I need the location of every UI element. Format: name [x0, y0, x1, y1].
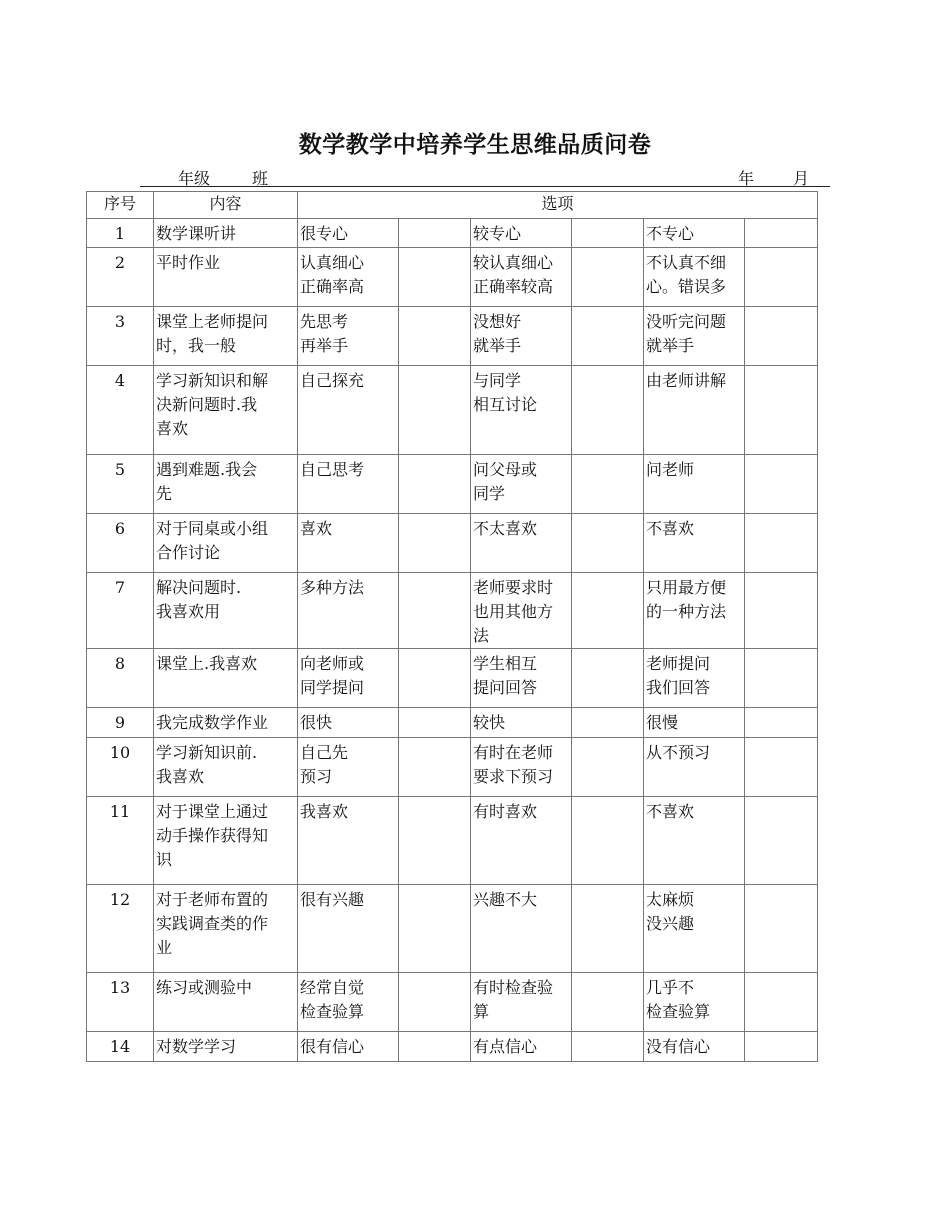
row-number: 8 [87, 649, 154, 708]
row-number: 12 [87, 885, 154, 973]
option-c: 不喜欢 [644, 514, 745, 573]
option-c-check[interactable] [745, 797, 818, 885]
option-b: 老师要求时 也用其他方 法 [471, 573, 572, 649]
option-b: 较快 [471, 708, 572, 738]
option-a-check[interactable] [399, 307, 471, 366]
header-rule [140, 186, 830, 187]
option-a: 我喜欢 [298, 797, 399, 885]
option-a-check[interactable] [399, 455, 471, 514]
option-c-check[interactable] [745, 248, 818, 307]
table-row [87, 219, 818, 248]
row-number: 7 [87, 573, 154, 649]
option-b: 不太喜欢 [471, 514, 572, 573]
question-content: 数学课听讲 [154, 219, 298, 248]
option-b: 兴趣不大 [471, 885, 572, 973]
table-row [87, 366, 818, 455]
option-b-check[interactable] [572, 248, 644, 307]
month-label: 月 [793, 169, 810, 188]
option-a-check[interactable] [399, 573, 471, 649]
option-b-check[interactable] [572, 514, 644, 573]
row-number: 4 [87, 366, 154, 455]
option-b: 问父母或 同学 [471, 455, 572, 514]
option-c: 不认真不细 心。错误多 [644, 248, 745, 307]
class-label: 班 [252, 169, 269, 188]
option-b-check[interactable] [572, 1032, 644, 1062]
option-a: 先思考 再举手 [298, 307, 399, 366]
option-a-check[interactable] [399, 514, 471, 573]
question-content: 课堂上.我喜欢 [154, 649, 298, 708]
option-a-check[interactable] [399, 708, 471, 738]
option-a: 很快 [298, 708, 399, 738]
option-c: 由老师讲解 [644, 366, 745, 455]
table-row [87, 973, 818, 1032]
option-c-check[interactable] [745, 366, 818, 455]
header-options: 选项 [298, 192, 818, 219]
option-b-check[interactable] [572, 973, 644, 1032]
option-c: 问老师 [644, 455, 745, 514]
option-c: 太麻烦 没兴趣 [644, 885, 745, 973]
table-row [87, 797, 818, 885]
option-b-check[interactable] [572, 455, 644, 514]
option-b: 较认真细心 正确率较高 [471, 248, 572, 307]
table-row [87, 307, 818, 366]
grade-label: 年级 [178, 169, 211, 188]
option-c: 只用最方便 的一种方法 [644, 573, 745, 649]
option-a-check[interactable] [399, 248, 471, 307]
questionnaire-table [86, 191, 818, 1062]
option-a: 自己探充 [298, 366, 399, 455]
table-row [87, 885, 818, 973]
option-a: 很有兴趣 [298, 885, 399, 973]
table-row [87, 455, 818, 514]
option-a-check[interactable] [399, 885, 471, 973]
option-c-check[interactable] [745, 219, 818, 248]
option-a-check[interactable] [399, 973, 471, 1032]
table-body [87, 219, 818, 1062]
option-c: 没听完问题 就举手 [644, 307, 745, 366]
row-number: 10 [87, 738, 154, 797]
question-content: 学习新知识前. 我喜欢 [154, 738, 298, 797]
row-number: 14 [87, 1032, 154, 1062]
option-b-check[interactable] [572, 219, 644, 248]
option-a: 喜欢 [298, 514, 399, 573]
option-a: 经常自觉 检查验算 [298, 973, 399, 1032]
option-c-check[interactable] [745, 1032, 818, 1062]
table-row [87, 738, 818, 797]
option-b: 有时在老师 要求下预习 [471, 738, 572, 797]
option-c: 没有信心 [644, 1032, 745, 1062]
option-c: 从不预习 [644, 738, 745, 797]
option-b-check[interactable] [572, 885, 644, 973]
option-a: 认真细心 正确率高 [298, 248, 399, 307]
row-number: 6 [87, 514, 154, 573]
option-a: 很专心 [298, 219, 399, 248]
option-b: 没想好 就举手 [471, 307, 572, 366]
option-b: 学生相互 提问回答 [471, 649, 572, 708]
option-c-check[interactable] [745, 973, 818, 1032]
option-c-check[interactable] [745, 514, 818, 573]
question-content: 对于同桌或小组 合作讨论 [154, 514, 298, 573]
option-b-check[interactable] [572, 366, 644, 455]
option-b: 有时喜欢 [471, 797, 572, 885]
table-row [87, 514, 818, 573]
option-b: 有点信心 [471, 1032, 572, 1062]
option-a: 向老师或 同学提问 [298, 649, 399, 708]
row-number: 13 [87, 973, 154, 1032]
option-c: 很慢 [644, 708, 745, 738]
row-number: 3 [87, 307, 154, 366]
page-title: 数学教学中培养学生思维品质问卷 [298, 132, 652, 158]
question-content: 遇到难题.我会 先 [154, 455, 298, 514]
row-number: 1 [87, 219, 154, 248]
table-row [87, 248, 818, 307]
option-c: 几乎不 检查验算 [644, 973, 745, 1032]
option-a-check[interactable] [399, 738, 471, 797]
option-c: 不专心 [644, 219, 745, 248]
question-content: 学习新知识和解 决新问题时.我 喜欢 [154, 366, 298, 455]
option-c-check[interactable] [745, 573, 818, 649]
option-a-check[interactable] [399, 649, 471, 708]
option-a: 多种方法 [298, 573, 399, 649]
option-b-check[interactable] [572, 738, 644, 797]
option-c-check[interactable] [745, 738, 818, 797]
option-c: 不喜欢 [644, 797, 745, 885]
option-b: 与同学 相互讨论 [471, 366, 572, 455]
option-b-check[interactable] [572, 797, 644, 885]
option-b: 较专心 [471, 219, 572, 248]
option-b: 有时检查验 算 [471, 973, 572, 1032]
header-content: 内容 [154, 192, 298, 219]
question-content: 对于课堂上通过 动手操作获得知 识 [154, 797, 298, 885]
row-number: 2 [87, 248, 154, 307]
option-b-check[interactable] [572, 307, 644, 366]
question-content: 我完成数学作业 [154, 708, 298, 738]
question-content: 平时作业 [154, 248, 298, 307]
option-b-check[interactable] [572, 573, 644, 649]
question-content: 对于老师布置的 实践调查类的作 业 [154, 885, 298, 973]
table-header-row [87, 192, 818, 219]
table-row [87, 573, 818, 649]
option-a: 自己思考 [298, 455, 399, 514]
option-b-check[interactable] [572, 708, 644, 738]
option-c: 老师提问 我们回答 [644, 649, 745, 708]
table-row [87, 1032, 818, 1062]
option-a: 很有信心 [298, 1032, 399, 1062]
question-content: 对数学学习 [154, 1032, 298, 1062]
question-content: 课堂上老师提问 时，我一般 [154, 307, 298, 366]
question-content: 解决问题时. 我喜欢用 [154, 573, 298, 649]
option-a: 自己先 预习 [298, 738, 399, 797]
year-label: 年 [738, 169, 755, 188]
row-number: 5 [87, 455, 154, 514]
header-num: 序号 [87, 192, 154, 219]
option-b-check[interactable] [572, 649, 644, 708]
option-c-check[interactable] [745, 455, 818, 514]
option-c-check[interactable] [745, 708, 818, 738]
option-a-check[interactable] [399, 797, 471, 885]
table-row [87, 708, 818, 738]
option-c-check[interactable] [745, 307, 818, 366]
option-a-check[interactable] [399, 366, 471, 455]
table-row [87, 649, 818, 708]
option-c-check[interactable] [745, 649, 818, 708]
option-a-check[interactable] [399, 1032, 471, 1062]
option-a-check[interactable] [399, 219, 471, 248]
row-number: 9 [87, 708, 154, 738]
question-content: 练习或测验中 [154, 973, 298, 1032]
row-number: 11 [87, 797, 154, 885]
option-c-check[interactable] [745, 885, 818, 973]
